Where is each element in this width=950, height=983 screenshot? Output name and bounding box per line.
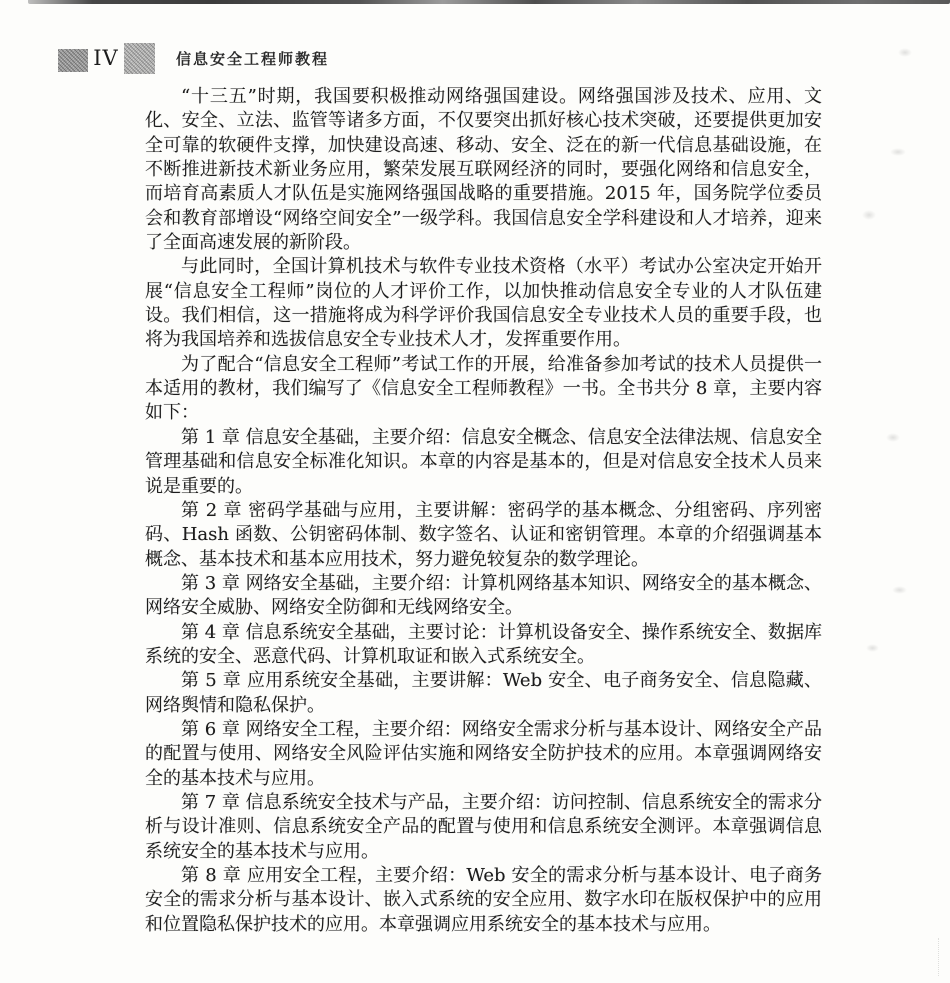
para-chapter-4: 第 4 章 信息系统安全基础，主要讨论：计算机设备安全、操作系统安全、数据库系统的安全、恶意代码、计算机取证和嵌入式系统安全。 <box>145 621 822 667</box>
scan-smudge <box>886 433 900 442</box>
para-chapter-6: 第 6 章 网络安全工程，主要介绍：网络安全需求分析与基本设计、网络安全产品的配置与使用、网络安全风险评估实施和网络安全防护技术的应用。本章强调网络安全的基本技术与应用。 <box>145 718 822 789</box>
halftone-block-icon <box>124 43 155 74</box>
para-chapter-2: 第 2 章 密码学基础与应用，主要讲解：密码学的基本概念、分组密码、序列密码、Hash 函数、公钥密码体制、数字签名、认证和密钥管理。本章的介绍强调基本概念、基本技术和基本应用技术，努力避免较复杂的数学理论。 <box>145 499 822 570</box>
para-exam-context: 与此同时，全国计算机技术与软件专业技术资格（水平）考试办公室决定开始开展“信息安全工程师”岗位的人才评价工作，以加快推动信息安全专业的人才队伍建设。我们相信，这一措施将成为科学评价我国信息安全专业技术人员的重要手段，也将为我国培养和选拔信息安全专业技术人才，发挥重要作用。 <box>145 256 822 351</box>
running-header-title: 信息安全工程师教程 <box>176 49 330 68</box>
para-opening: “十三五”时期，我国要积极推动网络强国建设。网络强国涉及技术、应用、文化、安全、立法、监管等诸多方面，不仅要突出抓好核心技术突破，还要提供更加安全可靠的软硬件支撑，加快建设高速、移动、安全、泛在的新一代信息基础设施，在不断推进新技术新业务应用，繁荣发展互联网经济的同时，要强化网络和信息安全，而培育高素质人才队伍是实施网络强国战略的重要措施。2015 年，国务院学位委员会和教育部增设“网络空间安全”一级学科。我国信息安全学科建设和人才培养，迎来了全面高速发展的新阶段。 <box>145 86 822 254</box>
para-chapter-1: 第 1 章 信息安全基础，主要介绍：信息安全概念、信息安全法律法规、信息安全管理基础和信息安全标准化知识。本章的内容是基本的，但是对信息安全技术人员来说是重要的。 <box>145 426 822 497</box>
scan-smudge <box>890 148 906 156</box>
para-chapter-8: 第 8 章 应用安全工程，主要介绍：Web 安全的需求分析与基本设计、电子商务安全的需求分析与基本设计、嵌入式系统的安全应用、数字水印在版权保护中的应用和位置隐私保护技术的应用。本章强调应用系统安全的基本技术与应用。 <box>145 865 822 935</box>
scan-smudge <box>938 938 939 976</box>
page-number: IV <box>93 46 119 70</box>
scan-smudge <box>898 48 912 57</box>
halftone-block-icon <box>58 49 88 72</box>
running-header <box>58 42 329 74</box>
scan-smudge <box>866 644 879 652</box>
page-body <box>145 85 822 937</box>
scan-smudge <box>892 586 907 594</box>
scan-edge-artifact <box>28 0 950 4</box>
para-chapter-3: 第 3 章 网络安全基础，主要介绍：计算机网络基本知识、网络安全的基本概念、网络安全威胁、网络安全防御和无线网络安全。 <box>145 572 822 619</box>
scan-smudge <box>862 210 876 220</box>
para-chapter-5: 第 5 章 应用系统安全基础，主要讲解：Web 安全、电子商务安全、信息隐藏、网络舆情和隐私保护。 <box>145 670 822 716</box>
para-book-purpose: 为了配合“信息安全工程师”考试工作的开展，给准备参加考试的技术人员提供一本适用的教材，我们编写了《信息安全工程师教程》一书。全书共分 8 章，主要内容如下： <box>145 353 822 424</box>
para-chapter-7: 第 7 章 信息系统安全技术与产品，主要介绍：访问控制、信息系统安全的需求分析与设计准则、信息系统安全产品的配置与使用和信息系统安全测评。本章强调信息系统安全的基本技术与应用。 <box>145 791 822 862</box>
